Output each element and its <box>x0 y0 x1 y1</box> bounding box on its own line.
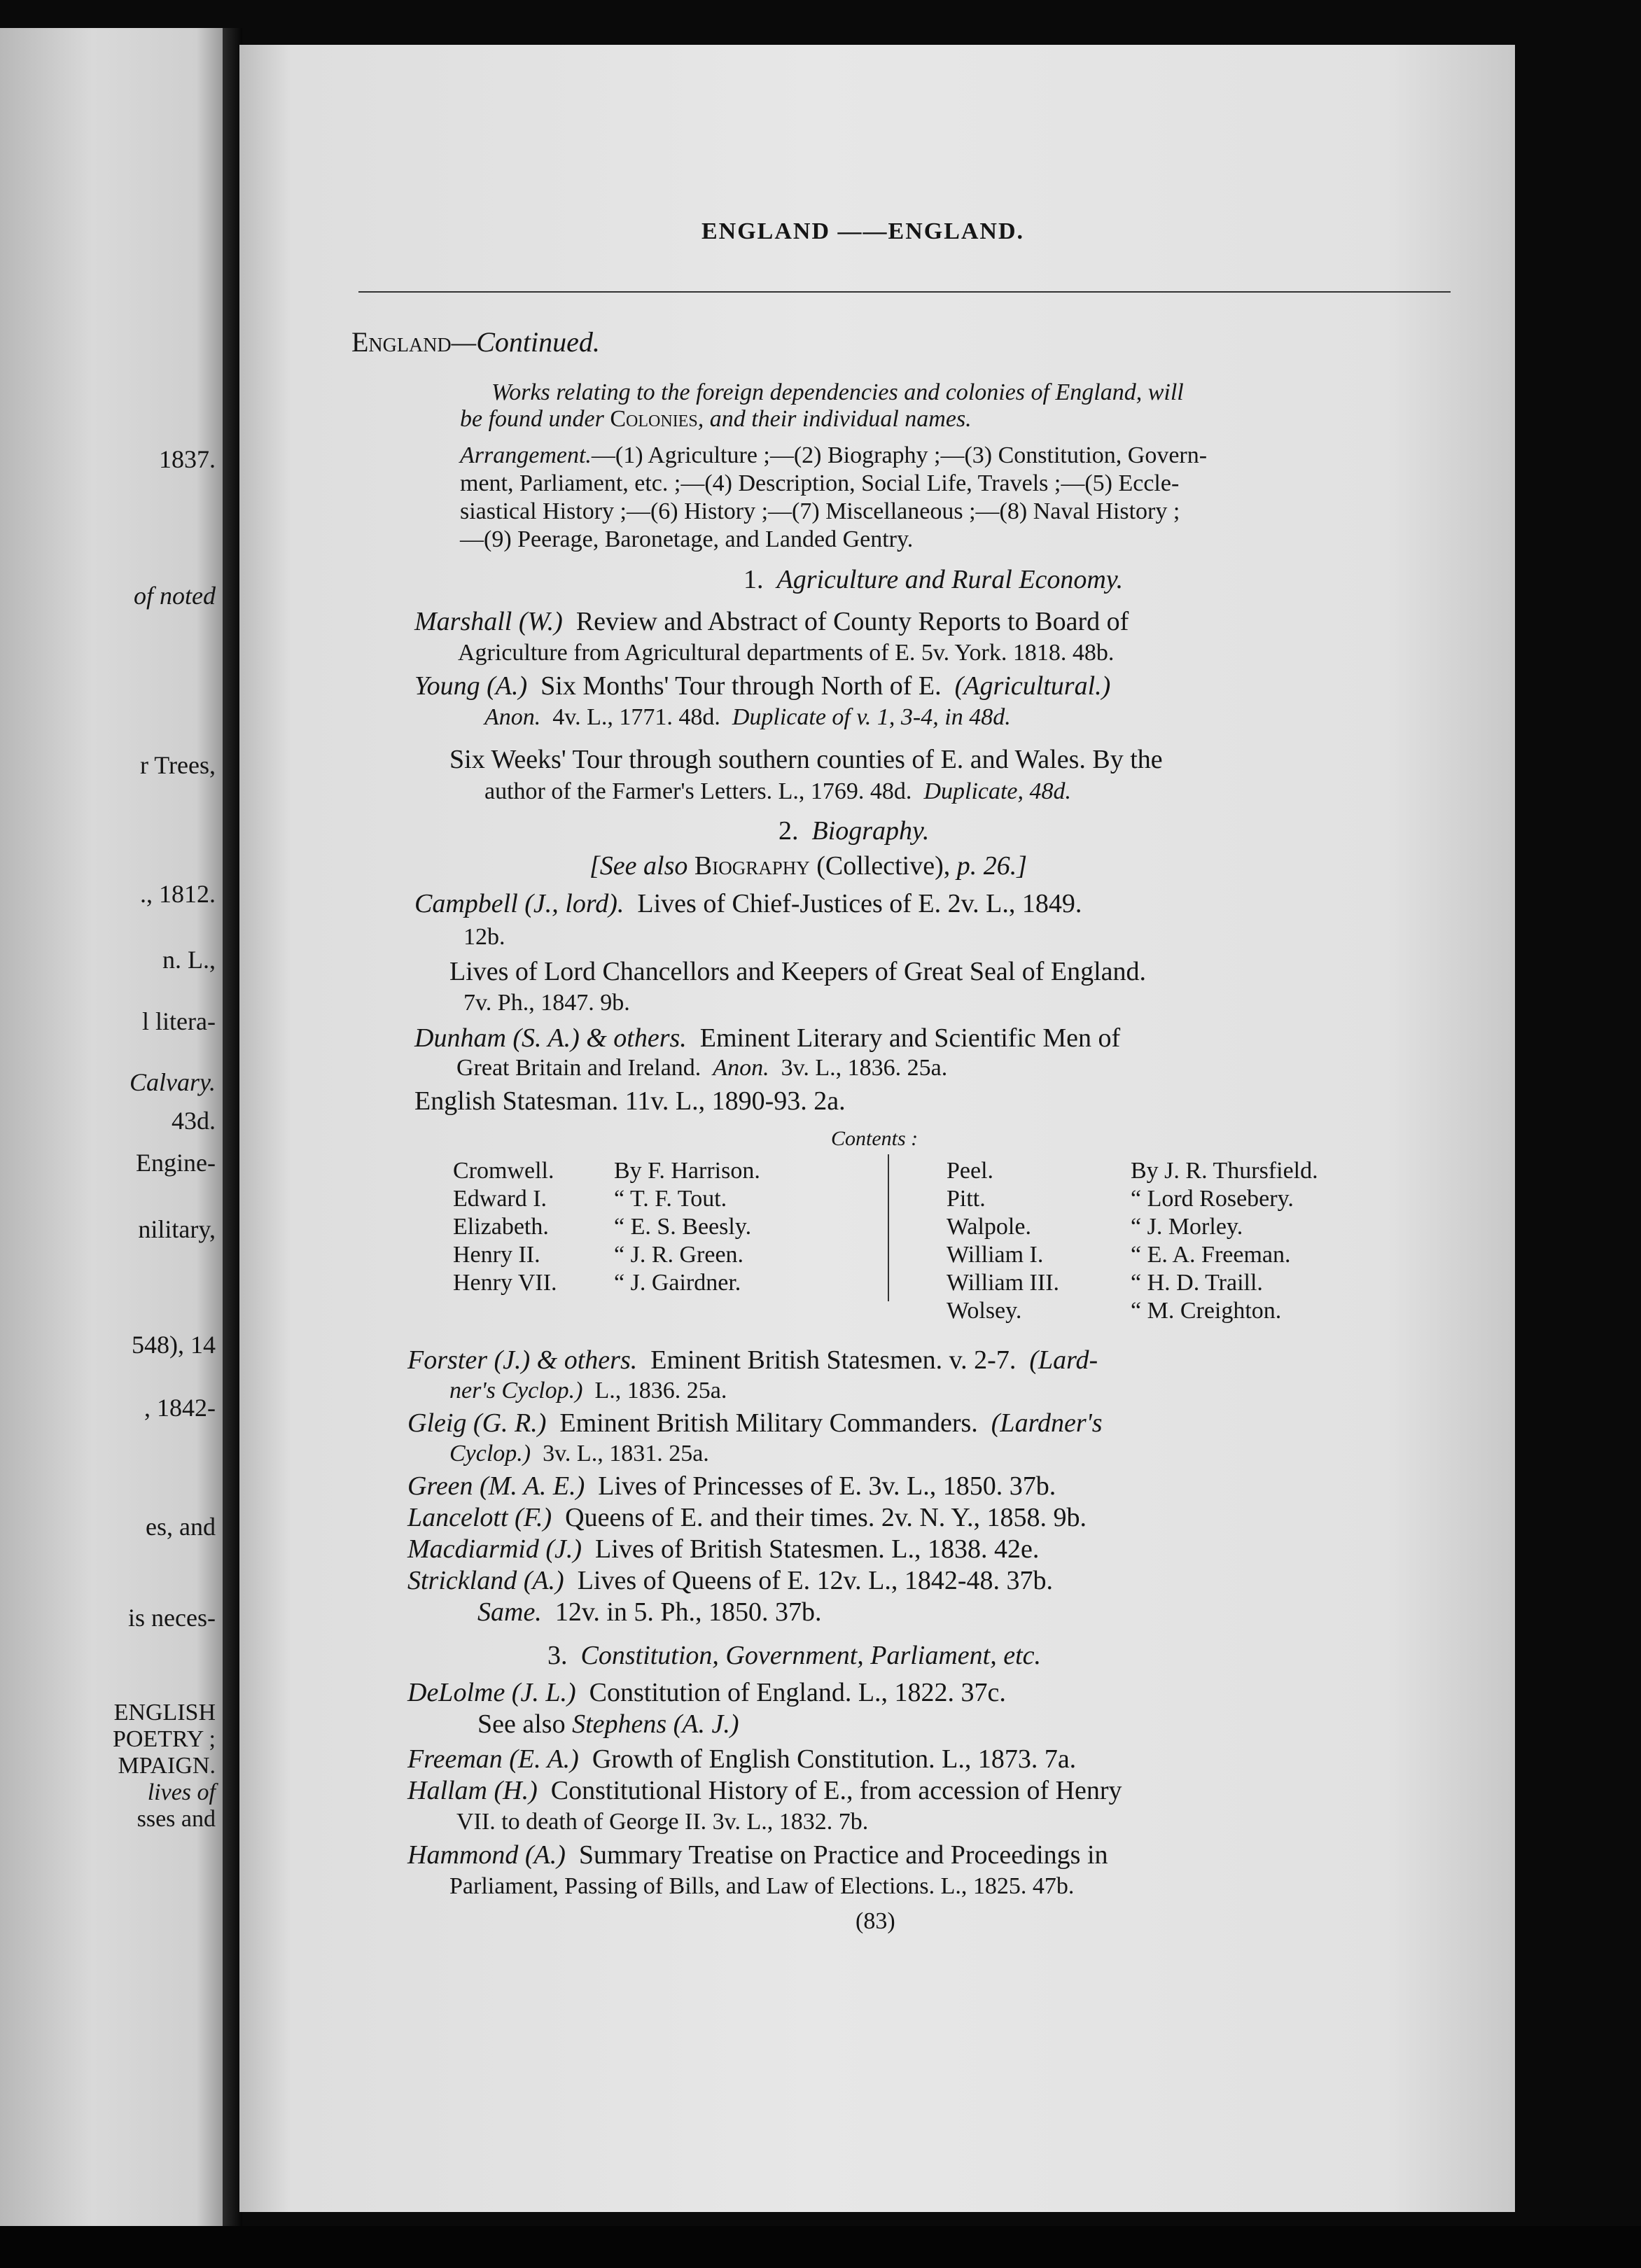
facing-page-line: is neces- <box>128 1604 216 1632</box>
facing-page-line: sses and <box>137 1806 216 1832</box>
section-heading: 3. Constitution, Government, Parliament, etc. <box>547 1641 1042 1670</box>
facing-page-line: 548), 14 <box>132 1331 216 1359</box>
catalog-entry: Marshall (W.) Review and Abstract of County Reports to Board of <box>414 607 1129 636</box>
catalog-entry: Lancelott (F.) Queens of E. and their times. 2v. N. Y., 1858. 9b. <box>407 1503 1087 1532</box>
catalog-entry: Young (A.) Six Months' Tour through North of E. (Agricultural.) <box>414 671 1111 701</box>
contents-name: Henry II. <box>453 1242 540 1268</box>
facing-page-line: 1837. <box>159 445 216 473</box>
catalog-entry: Lives of Lord Chancellors and Keepers of Great Seal of England. <box>449 957 1147 986</box>
contents-author: By F. Harrison. <box>614 1158 760 1184</box>
intro-line: Works relating to the foreign dependencies and colonies of England, will <box>491 379 1184 405</box>
section-title <box>351 328 600 356</box>
facing-page-line: ., 1812. <box>140 880 216 908</box>
facing-page-line: 43d. <box>172 1107 216 1135</box>
catalog-entry: Freeman (E. A.) Growth of English Constitution. L., 1873. 7a. <box>407 1744 1077 1774</box>
contents-name: William III. <box>947 1270 1060 1296</box>
scan-border <box>0 2226 1641 2268</box>
page-number: (83) <box>856 1908 895 1934</box>
arrangement-line: ment, Parliament, etc. ;—(4) Description, Social Life, Travels ;—(5) Eccle- <box>460 470 1180 496</box>
facing-page-line: es, and <box>146 1513 216 1541</box>
facing-page-line: n. L., <box>162 946 216 974</box>
contents-name: Henry VII. <box>453 1270 557 1296</box>
facing-page-line: ENGLISH <box>113 1700 216 1726</box>
catalog-entry-cont: Anon. 4v. L., 1771. 48d. Duplicate of v. 1, 3-4, in 48d. <box>484 704 1011 730</box>
catalog-entry: Forster (J.) & others. Eminent British Statesmen. v. 2-7. (Lard- <box>407 1345 1098 1375</box>
catalog-entry: Green (M. A. E.) Lives of Princesses of E. 3v. L., 1850. 37b. <box>407 1471 1056 1501</box>
intro-line: be found under Colonies, and their individual names. <box>460 406 972 432</box>
catalog-entry: Hallam (H.) Constitutional History of E., from accession of Henry <box>407 1776 1122 1805</box>
contents-name: Walpole. <box>947 1214 1031 1240</box>
catalog-entry: Gleig (G. R.) Eminent British Military Commanders. (Lardner's <box>407 1408 1103 1438</box>
contents-author: By J. R. Thursfield. <box>1131 1158 1318 1184</box>
catalog-entry-cont: VII. to death of George II. 3v. L., 1832. 7b. <box>456 1809 869 1835</box>
catalog-entry-cont: 12b. <box>463 924 505 950</box>
catalog-entry-cont: Cyclop.) 3v. L., 1831. 25a. <box>449 1441 709 1466</box>
arrangement-line: —(9) Peerage, Baronetage, and Landed Gentry. <box>460 526 914 552</box>
see-also-note: See also Stephens (A. J.) <box>477 1709 739 1739</box>
facing-page-line: of noted <box>134 582 216 610</box>
catalog-entry-cont: Agriculture from Agricultural departments of E. 5v. York. 1818. 48b. <box>458 640 1115 666</box>
book-page <box>239 45 1515 2212</box>
contents-author: “ H. D. Traill. <box>1131 1270 1263 1296</box>
catalog-entry: Campbell (J., lord). Lives of Chief-Justices of E. 2v. L., 1849. <box>414 889 1082 918</box>
contents-author: “ J. R. Green. <box>614 1242 744 1268</box>
arrangement-line: siastical History ;—(6) History ;—(7) Miscellaneous ;—(8) Naval History ; <box>460 498 1180 524</box>
running-head: ENGLAND ——ENGLAND. <box>701 218 1025 244</box>
facing-page-line: POETRY ; <box>112 1726 216 1752</box>
contents-author: “ T. F. Tout. <box>614 1186 727 1212</box>
facing-page-line: nilitary, <box>138 1215 216 1243</box>
section-heading: 1. Agriculture and Rural Economy. <box>743 565 1124 594</box>
contents-author: “ J. Gairdner. <box>614 1270 741 1296</box>
header-rule <box>358 291 1451 293</box>
catalog-entry: Dunham (S. A.) & others. Eminent Literary and Scientific Men of <box>414 1023 1121 1053</box>
catalog-entry: English Statesman. 11v. L., 1890-93. 2a. <box>414 1086 846 1116</box>
see-also-note: [See also Biography (Collective), p. 26.] <box>589 851 1028 881</box>
facing-page-line: lives of <box>147 1779 216 1805</box>
catalog-entry: Six Weeks' Tour through southern counties of E. and Wales. By the <box>449 745 1163 774</box>
contents-label: Contents : <box>831 1127 919 1150</box>
contents-name: Wolsey. <box>947 1298 1022 1324</box>
contents-author: “ M. Creighton. <box>1131 1298 1282 1324</box>
contents-name: Elizabeth. <box>453 1214 549 1240</box>
facing-page <box>0 28 231 2226</box>
facing-page-line: l litera- <box>142 1007 216 1035</box>
catalog-entry-cont: Great Britain and Ireland. Anon. 3v. L., 1836. 25a. <box>456 1055 948 1081</box>
catalog-entry: DeLolme (J. L.) Constitution of England. L., 1822. 37c. <box>407 1678 1006 1707</box>
catalog-entry-cont: 7v. Ph., 1847. 9b. <box>463 990 630 1016</box>
catalog-entry-cont: Same. 12v. in 5. Ph., 1850. 37b. <box>477 1597 822 1627</box>
contents-name: Edward I. <box>453 1186 547 1212</box>
catalog-entry: Strickland (A.) Lives of Queens of E. 12v. L., 1842-48. 37b. <box>407 1566 1054 1595</box>
facing-page-line: , 1842- <box>144 1394 216 1422</box>
catalog-entry: Macdiarmid (J.) Lives of British Statesmen. L., 1838. 42e. <box>407 1534 1040 1564</box>
catalog-entry: Hammond (A.) Summary Treatise on Practice and Proceedings in <box>407 1840 1108 1870</box>
facing-page-line: r Trees, <box>139 751 216 779</box>
contents-divider <box>888 1154 889 1301</box>
catalog-entry-cont: ner's Cyclop.) L., 1836. 25a. <box>449 1378 727 1404</box>
contents-author: “ J. Morley. <box>1131 1214 1243 1240</box>
contents-name: William I. <box>947 1242 1044 1268</box>
section-heading: 2. Biography. <box>778 816 930 846</box>
contents-name: Cromwell. <box>453 1158 554 1184</box>
section-title-continued: —Continued. <box>451 326 600 358</box>
contents-name: Peel. <box>947 1158 994 1184</box>
facing-page-line: MPAIGN. <box>118 1753 216 1779</box>
facing-page-line: Engine- <box>136 1149 216 1177</box>
catalog-entry-cont: Parliament, Passing of Bills, and Law of Elections. L., 1825. 47b. <box>449 1873 1075 1899</box>
contents-name: Pitt. <box>947 1186 986 1212</box>
arrangement-line: Arrangement.—(1) Agriculture ;—(2) Biography ;—(3) Constitution, Govern- <box>460 442 1208 468</box>
facing-page-line: Calvary. <box>130 1068 216 1096</box>
contents-author: “ E. S. Beesly. <box>614 1214 752 1240</box>
contents-author: “ E. A. Freeman. <box>1131 1242 1291 1268</box>
catalog-entry-cont: author of the Farmer's Letters. L., 1769. 48d. Duplicate, 48d. <box>484 778 1072 804</box>
section-title-caps: England <box>351 326 452 358</box>
contents-author: “ Lord Rosebery. <box>1131 1186 1294 1212</box>
